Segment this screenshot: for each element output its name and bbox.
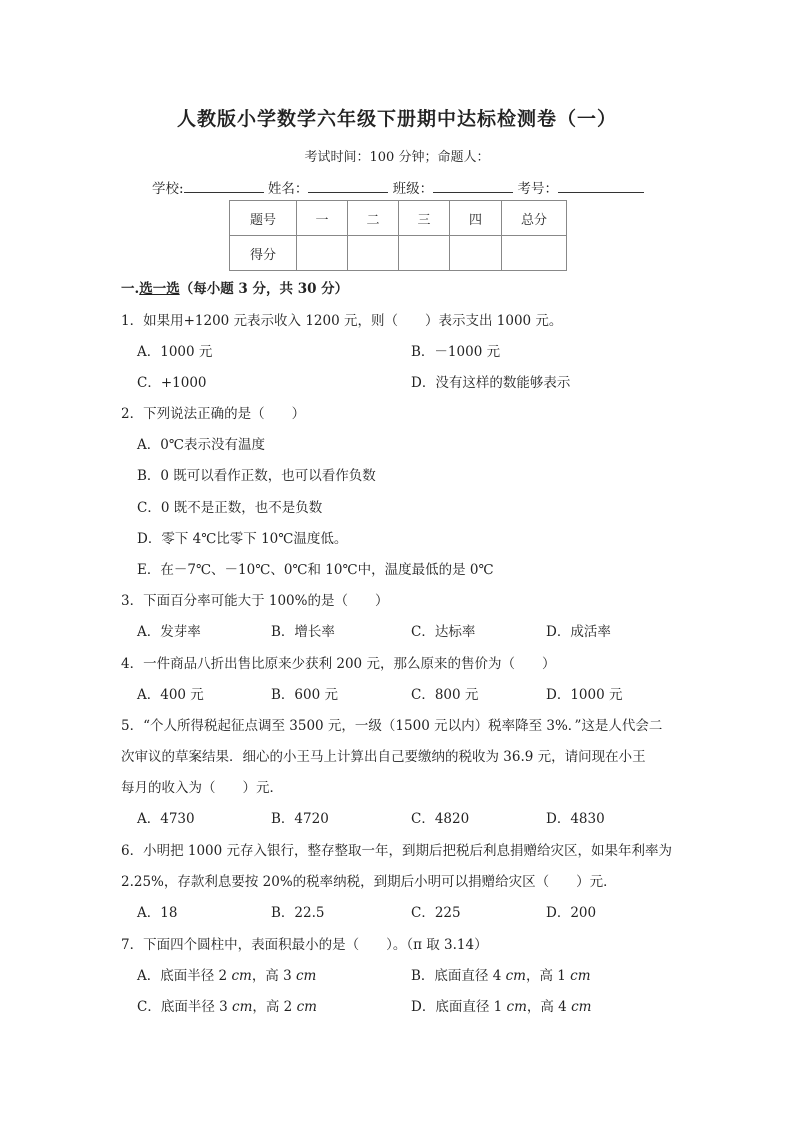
question-2-stem: 2．下列说法正确的是（ ）: [121, 406, 306, 422]
q4-option-a[interactable]: A．400 元: [137, 687, 204, 703]
q7-option-a[interactable]: [137, 964, 316, 984]
unit-label: cm: [505, 968, 526, 984]
q2-option-c[interactable]: C．0 既不是正数，也不是负数: [137, 500, 323, 516]
q7-option-d-height: ，高 4: [526, 999, 567, 1015]
question-5-line-1: 5．“个人所得税起征点调至 3500 元，一级（1500 元以内）税率降至 3%．”这是人代会二: [121, 718, 663, 734]
question-6-line-2: 2.25%，存款利息要按 20%的税率纳税，到期后小明可以捐赠给灾区（ ）元．: [121, 874, 617, 890]
name-blank[interactable]: [308, 178, 388, 193]
score-table: [229, 200, 567, 271]
exam-number-blank[interactable]: [558, 178, 644, 193]
q6-option-a[interactable]: A．18: [137, 905, 178, 921]
q7-option-d-text: D．底面直径 1: [411, 999, 503, 1015]
q6-option-d[interactable]: D．200: [546, 905, 597, 921]
exam-number-label: 考号：: [517, 181, 558, 197]
q5-option-d[interactable]: D．4830: [546, 811, 605, 827]
q5-option-b[interactable]: B．4720: [271, 811, 329, 827]
q7-option-b-height: ，高 1: [525, 968, 566, 984]
q1-option-a[interactable]: A．1000 元: [137, 344, 213, 360]
table-cell: 一: [297, 201, 348, 236]
unit-label: cm: [571, 999, 592, 1015]
score-input-cell[interactable]: [348, 236, 399, 271]
unit-label: cm: [570, 968, 591, 984]
table-cell: 三: [399, 201, 450, 236]
unit-label: cm: [296, 968, 317, 984]
class-label: 班级：: [392, 181, 434, 197]
q2-option-d[interactable]: D．零下 4℃比零下 10℃温度低。: [137, 531, 348, 547]
q2-option-e[interactable]: E．在－7℃、－10℃、0℃和 10℃中，温度最低的是 0℃: [137, 562, 494, 578]
table-cell: 题号: [230, 201, 297, 236]
unit-label: cm: [232, 999, 253, 1015]
q7-option-c-height: ，高 2: [252, 999, 293, 1015]
score-input-cell[interactable]: [297, 236, 348, 271]
section-note: （每小题 3 分，共 30 分）: [179, 281, 349, 297]
q7-option-c-text: C．底面半径 3: [137, 999, 228, 1015]
q1-option-c[interactable]: C．+1000: [137, 375, 207, 391]
q7-option-c[interactable]: [137, 995, 317, 1015]
section-prefix: 一.: [121, 281, 140, 297]
class-blank[interactable]: [433, 178, 513, 193]
table-cell: 得分: [230, 236, 297, 271]
q5-option-a[interactable]: A．4730: [137, 811, 195, 827]
q7-option-b-text: B．底面直径 4: [411, 968, 502, 984]
q3-option-b[interactable]: B．增长率: [271, 624, 335, 640]
question-4-stem: 4．一件商品八折出售比原来少获利 200 元，那么原来的售价为（ ）: [121, 656, 556, 672]
q3-option-d[interactable]: D．成活率: [546, 624, 611, 640]
q1-option-d[interactable]: D．没有这样的数能够表示: [411, 375, 571, 391]
score-input-cell[interactable]: [399, 236, 450, 271]
q3-option-c[interactable]: C．达标率: [411, 624, 476, 640]
q7-option-d[interactable]: [411, 995, 591, 1015]
q3-option-a[interactable]: A．发芽率: [137, 624, 201, 640]
score-input-cell[interactable]: [502, 236, 567, 271]
q7-option-b[interactable]: [411, 964, 591, 984]
exam-subtitle: 考试时间：100 分钟；命题人：: [304, 150, 490, 165]
q2-option-b[interactable]: B．0 既可以看作正数，也可以看作负数: [137, 468, 376, 484]
score-table-score-row: [230, 236, 567, 271]
q7-option-a-text: A．底面半径 2: [137, 968, 228, 984]
q5-option-c[interactable]: C．4820: [411, 811, 470, 827]
student-info-row: [152, 177, 644, 197]
score-input-cell[interactable]: [450, 236, 502, 271]
question-5-line-3: 每月的收入为（ ）元．: [121, 780, 283, 796]
unit-label: cm: [296, 999, 317, 1015]
question-6-line-1: 6．小明把 1000 元存入银行，整存整取一年，到期后把税后利息捐赠给灾区，如果年利率为: [121, 843, 673, 859]
q4-option-c[interactable]: C．800 元: [411, 687, 479, 703]
section-heading: [121, 277, 348, 297]
score-table-header-row: [230, 201, 567, 236]
section-name: 选一选: [139, 281, 180, 297]
q2-option-a[interactable]: A．0℃表示没有温度: [137, 437, 265, 453]
school-blank[interactable]: [184, 178, 264, 193]
question-3-stem: 3．下面百分率可能大于 100%的是（ ）: [121, 593, 389, 609]
q4-option-d[interactable]: D．1000 元: [546, 687, 623, 703]
q1-option-b[interactable]: B．－1000 元: [411, 344, 501, 360]
q6-option-c[interactable]: C．225: [411, 905, 461, 921]
q6-option-b[interactable]: B．22.5: [271, 905, 325, 921]
table-cell: 二: [348, 201, 399, 236]
question-5-line-2: 次审议的草案结果．细心的小王马上计算出自己要缴纳的税收为 36.9 元，请问现在小王: [121, 749, 646, 765]
q7-option-a-height: ，高 3: [251, 968, 292, 984]
page-title: 人教版小学数学六年级下册期中达标检测卷（一）: [176, 108, 617, 130]
table-cell: 总分: [502, 201, 567, 236]
name-label: 姓名：: [267, 181, 309, 197]
q4-option-b[interactable]: B．600 元: [271, 687, 338, 703]
question-7-stem: 7．下面四个圆柱中，表面积最小的是（ ）。（π 取 3.14）: [121, 937, 488, 953]
unit-label: cm: [231, 968, 252, 984]
unit-label: cm: [506, 999, 527, 1015]
table-cell: 四: [450, 201, 502, 236]
school-label: 学校:: [152, 181, 184, 197]
question-1-stem: 1．如果用+1200 元表示收入 1200 元，则（ ）表示支出 1000 元。: [121, 313, 563, 329]
